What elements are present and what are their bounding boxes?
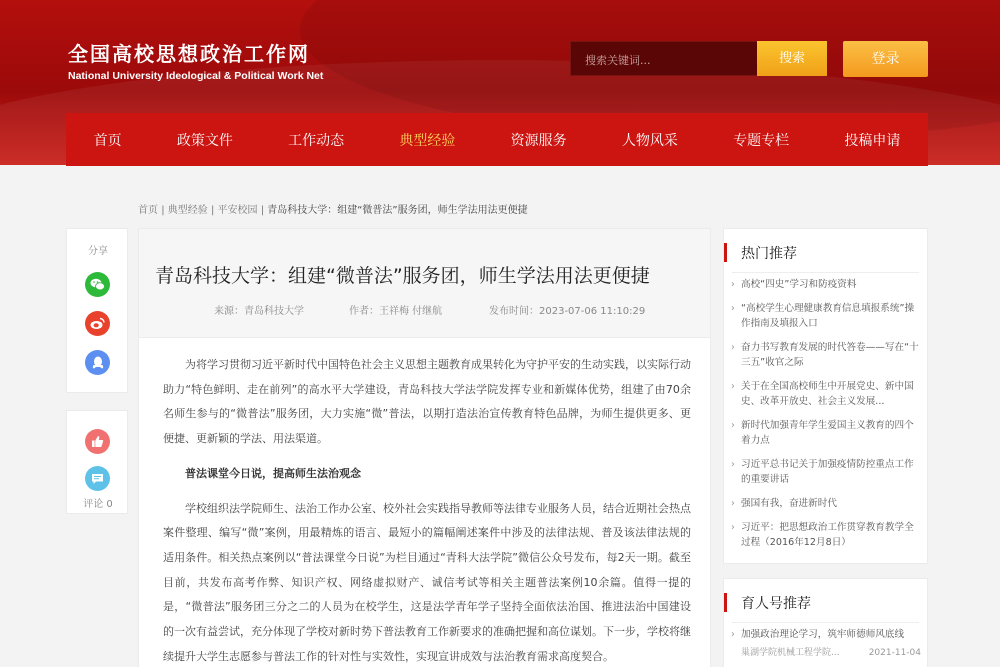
action-panel	[66, 410, 128, 514]
thumbs-up-icon[interactable]	[85, 429, 110, 454]
nav-item-home[interactable]: 首页	[93, 132, 122, 149]
share-label: 分享	[88, 246, 108, 257]
share-panel	[66, 228, 128, 393]
hot-item[interactable]: › 关于在全国高校师生中开展党史、新中国史、改革开放史、社会主义发展...	[731, 379, 921, 409]
people-item-date: 2021-11-04	[868, 648, 921, 658]
nav-item-news[interactable]: 工作动态	[288, 132, 345, 149]
nav-item-submit[interactable]: 投稿申请	[844, 132, 901, 149]
comment-number: 0	[106, 499, 113, 510]
nav-item-policy[interactable]: 政策文件	[176, 132, 233, 149]
article-body	[163, 353, 691, 667]
article-header	[139, 229, 710, 338]
hot-recommend-title: 热门推荐	[724, 243, 797, 262]
article-subheading: 普法课堂今日说，提高师生法治观念	[185, 466, 361, 480]
article-author: 作者：王祥梅 付继航	[349, 306, 443, 317]
breadcrumb-level1[interactable]: 典型经验	[167, 205, 208, 216]
hot-item[interactable]: › 奋力书写教育发展的时代答卷——写在“十三五”收官之际	[731, 340, 921, 370]
people-item-org: 巢湖学院机械工程学院...	[741, 648, 840, 658]
people-list	[731, 627, 921, 664]
logo-title-en: National University Ideological & Political Work Net	[68, 70, 324, 82]
nav-item-people[interactable]: 人物风采	[621, 132, 678, 149]
nav-item-topics[interactable]: 专题专栏	[733, 132, 790, 149]
article-paragraph: 学校组织法学院师生、法治工作办公室、校外社会实践指导教师等法律专业服务人员，结合近期社会热点案件整理、编写“微”案例，用最精炼的语言、最短小的篇幅阐述案件中涉及的法律法规、普及该法律法规的适用条件。相关热点案例以“普法课堂今日说”为栏目通过“青科大法学院”微信公众号发布，每2天一期。截至目前，共发布高考作弊、知识产权、网络虚拟财产、诚信考试等相关主题普法案例10余篇。值得一提的是，“微普法”服务团三分之二的人员为在校学生，这是法学青年学子坚持全面依法治国、推进法治中国建设的一次有益尝试，充分体现了学校对新时势下普法教育工作新要求的准确把握和高位谋划。下一步，学校将继续提升大学生志愿参与普法工作的针对性与实效性，实现宣讲成效与法治教育需求高度契合。	[163, 501, 691, 663]
people-item-meta	[731, 642, 921, 664]
comment-count	[67, 495, 129, 510]
breadcrumb-separator: |	[210, 205, 215, 216]
hot-item[interactable]: › 新时代加强青年学生爱国主义教育的四个着力点	[731, 418, 921, 448]
comment-label: 评论	[83, 499, 104, 510]
article-title: 青岛科技大学：组建“微普法”服务团，师生学法用法更便捷	[155, 265, 650, 287]
hot-item[interactable]: › 高校“四史”学习和防疫资料	[731, 277, 921, 292]
breadcrumb-home[interactable]: 首页	[138, 205, 158, 216]
breadcrumb-current: 青岛科技大学：组建“微普法”服务团，师生学法用法更便捷	[267, 205, 528, 216]
main-nav	[66, 113, 928, 166]
weibo-icon[interactable]	[85, 311, 110, 336]
site-logo[interactable]	[68, 38, 323, 82]
article-paragraph: 为将学习贯彻习近平新时代中国特色社会主义思想主题教育成果转化为守护平安的生动实践，以实际行动助力“特色鲜明、走在前列”的高水平大学建设，青岛科技大学法学院发挥专业和新媒体优势，组建了由70余名师生参与的“微普法”服务团，大力实施“微”普法，以期打造法治宣传教育特色品牌，为师生提供更多、更便捷、更新颖的学法、用法渠道。	[163, 358, 691, 446]
nav-item-resources[interactable]: 资源服务	[510, 132, 567, 149]
divider	[732, 272, 919, 273]
comment-icon[interactable]	[85, 466, 110, 491]
article-source: 来源：青岛科技大学	[214, 306, 304, 317]
article-date: 发布时间：2023-07-06 11:10:29	[489, 306, 646, 317]
breadcrumb-level2[interactable]: 平安校园	[217, 205, 258, 216]
hot-item[interactable]: › 习近平：把思想政治工作贯穿教育教学全过程（2016年12月8日）	[731, 520, 921, 550]
divider	[732, 622, 919, 623]
people-item-title[interactable]: › 加强政治理论学习，筑牢师德师风底线	[731, 627, 921, 642]
breadcrumb-separator: |	[161, 205, 165, 216]
article-panel	[138, 228, 711, 667]
people-recommend-panel	[723, 578, 928, 667]
hot-item[interactable]: › “高校学生心理健康教育信息填报系统”操作指南及填报入口	[731, 301, 921, 331]
logo-title-cn: 全国高校思想政治工作网	[68, 42, 310, 66]
hot-item[interactable]: › 习近平总书记关于加强疫情防控重点工作的重要讲话	[731, 457, 921, 487]
hot-list	[731, 277, 921, 559]
login-button[interactable]: 登录	[843, 41, 928, 77]
hot-recommend-panel	[723, 228, 928, 564]
qq-icon[interactable]	[85, 350, 110, 375]
wechat-icon[interactable]	[85, 272, 110, 297]
hot-item[interactable]: › 强国有我，奋进新时代	[731, 496, 921, 511]
people-recommend-title: 育人号推荐	[724, 593, 811, 612]
search-input[interactable]: 搜索关键词...	[570, 41, 758, 76]
search-button[interactable]: 搜索	[757, 41, 827, 76]
breadcrumb-separator: |	[260, 205, 265, 216]
nav-item-experience[interactable]: 典型经验	[399, 132, 456, 149]
breadcrumb	[138, 201, 528, 216]
